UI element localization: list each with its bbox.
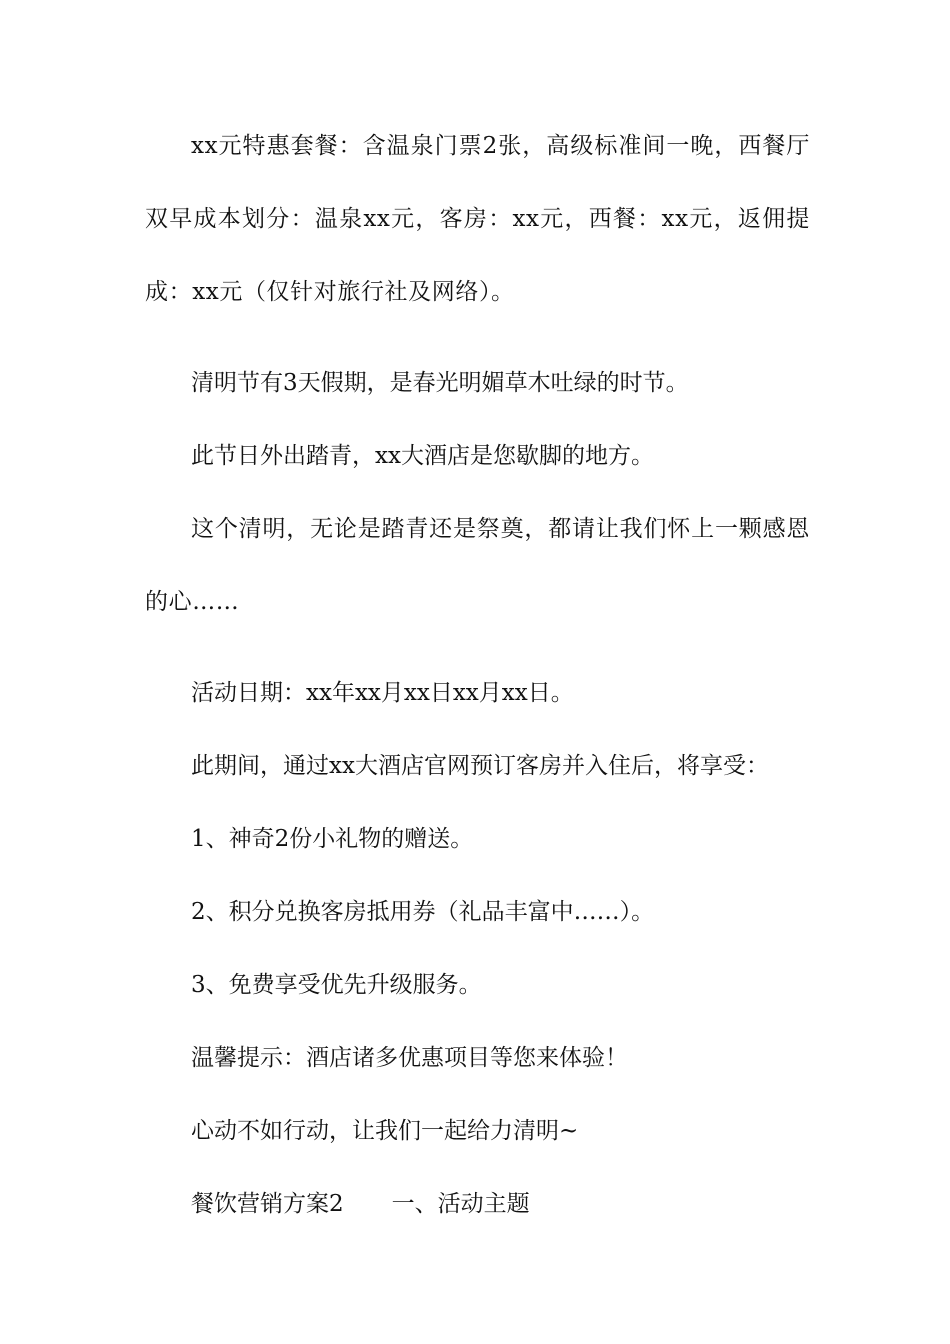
list-item-gifts: 1、神奇2份小礼物的赠送。 — [191, 826, 474, 852]
list-item-upgrade: 3、免费享受优先升级服务。 — [191, 972, 482, 998]
paragraph-call-to-action: 心动不如行动，让我们一起给力清明~ — [191, 1118, 579, 1144]
paragraph-holiday-intro: 清明节有3天假期，是春光明媚草木吐绿的时节。 — [191, 370, 689, 396]
section-title: 餐饮营销方案2 — [191, 1191, 344, 1217]
paragraph-package-offer: xx元特惠套餐：含温泉门票2张，高级标准间一晚，西餐厅双早成本划分：温泉xx元，客房：xx元，西餐：xx元，返佣提成：xx元（仅针对旅行社及网络）。 — [145, 133, 810, 305]
paragraph-outing: 此节日外出踏青，xx大酒店是您歇脚的地方。 — [191, 443, 654, 469]
section-subtitle: 一、活动主题 — [391, 1191, 530, 1217]
paragraph-gratitude: 这个清明，无论是踏青还是祭奠，都请让我们怀上一颗感恩的心…… — [145, 516, 810, 615]
list-item-points: 2、积分兑换客房抵用券（礼品丰富中……）。 — [191, 899, 655, 925]
paragraph-booking-benefits: 此期间，通过xx大酒店官网预订客房并入住后，将享受： — [191, 753, 769, 779]
paragraph-tip: 温馨提示：酒店诸多优惠项目等您来体验！ — [191, 1045, 628, 1071]
paragraph-event-date: 活动日期：xx年xx月xx日xx月xx日。 — [191, 680, 574, 706]
document-body — [145, 128, 810, 1223]
section-heading — [145, 1186, 810, 1223]
